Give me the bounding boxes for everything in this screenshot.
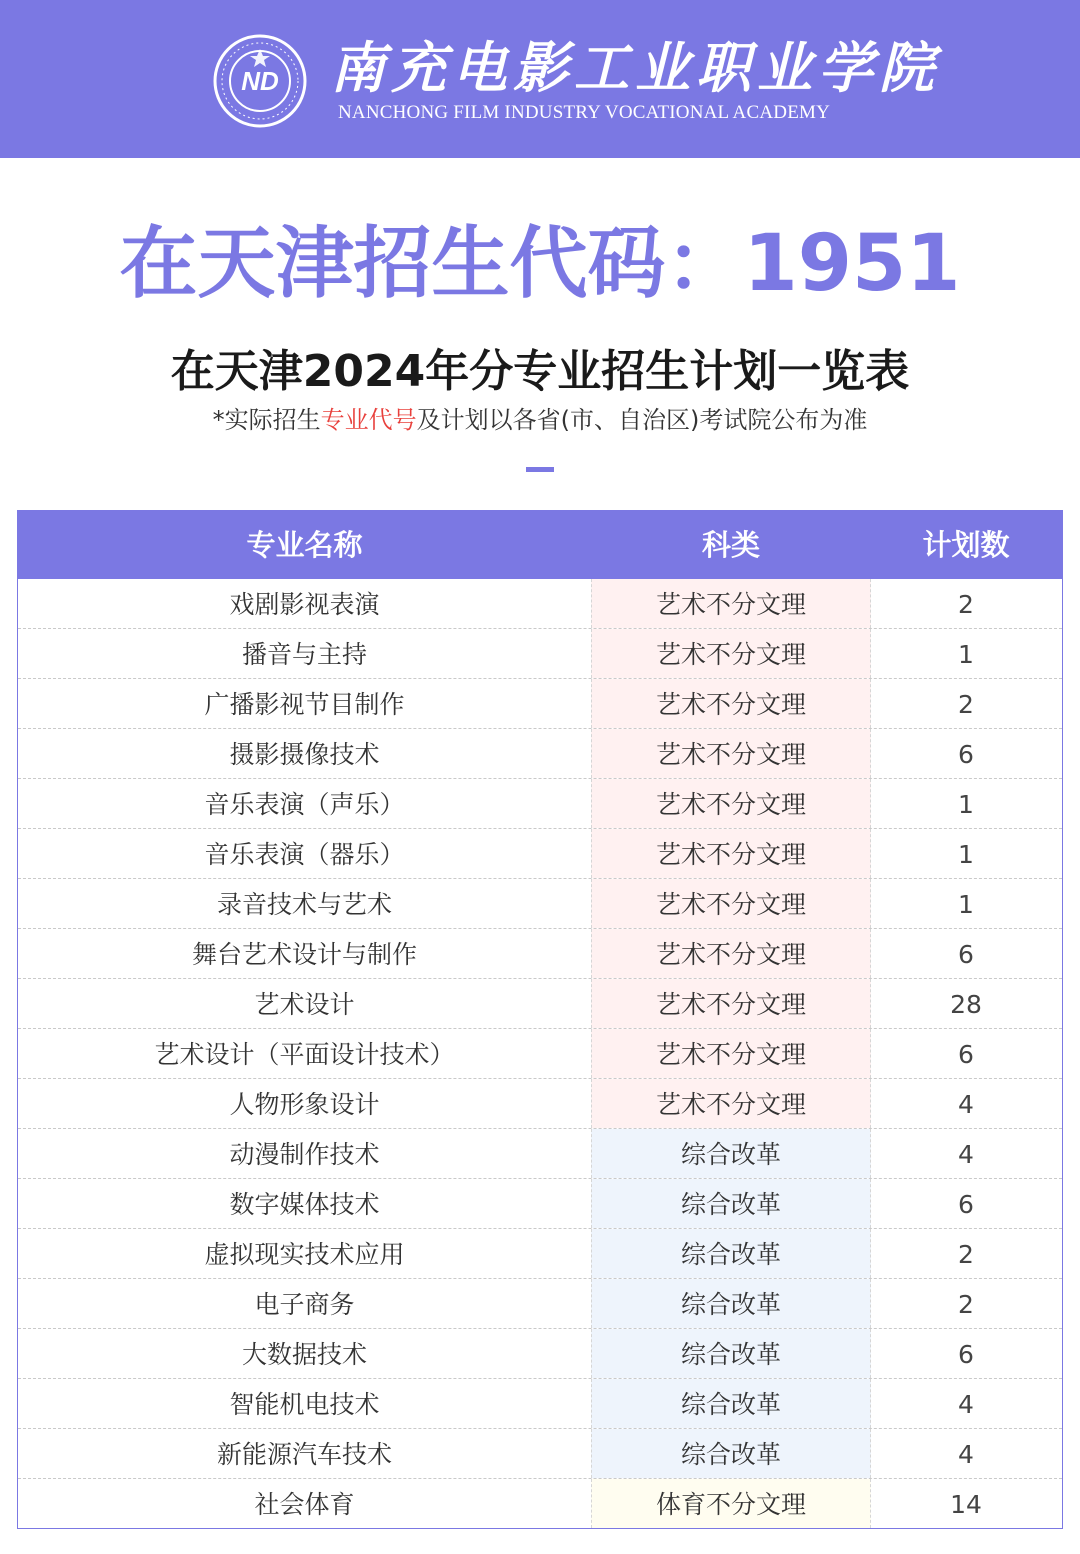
table-row (18, 1429, 1062, 1479)
plan-count-cell: 6 (958, 1340, 974, 1369)
plan-count-cell: 4 (958, 1140, 974, 1169)
table-row (18, 979, 1062, 1029)
plan-count-cell: 1 (958, 890, 974, 919)
category-cell: 综合改革 (591, 1429, 871, 1478)
major-name-cell: 戏剧影视表演 (229, 590, 380, 619)
category-cell: 艺术不分文理 (591, 729, 871, 778)
svg-text:ND: ND (241, 66, 279, 96)
category-cell: 艺术不分文理 (591, 1079, 871, 1128)
table-row (18, 829, 1062, 879)
table-row (18, 629, 1062, 679)
school-name-english: NANCHONG FILM INDUSTRY VOCATIONAL ACADEMY (338, 102, 831, 123)
major-name-cell: 舞台艺术设计与制作 (191, 940, 417, 969)
plan-count-cell: 6 (958, 740, 974, 769)
table-row (18, 1129, 1062, 1179)
major-name-cell: 虚拟现实技术应用 (204, 1240, 405, 1269)
plan-count-cell: 1 (958, 790, 974, 819)
table-row (18, 779, 1062, 829)
enrollment-plan-table (17, 510, 1063, 1529)
table-row (18, 679, 1062, 729)
category-cell: 综合改革 (591, 1179, 871, 1228)
header-banner (0, 0, 1080, 158)
major-name-cell: 艺术设计 (254, 990, 355, 1019)
table-row (18, 1479, 1062, 1529)
disclaimer-note (0, 402, 1080, 438)
plan-count-cell: 1 (958, 640, 974, 669)
category-cell: 综合改革 (591, 1129, 871, 1178)
major-name-cell: 音乐表演（声乐） (204, 790, 405, 819)
category-cell: 综合改革 (591, 1329, 871, 1378)
table-row (18, 1179, 1062, 1229)
plan-count-cell: 4 (958, 1090, 974, 1119)
table-header (18, 511, 1062, 579)
plan-count-cell: 28 (950, 990, 982, 1019)
plan-count-cell: 2 (958, 1290, 974, 1319)
note-highlight: 专业代号 (320, 406, 417, 434)
plan-count-cell: 4 (958, 1440, 974, 1469)
table-row (18, 729, 1062, 779)
admission-code-title: 在天津招生代码：1951 (119, 219, 961, 309)
plan-count-cell: 2 (958, 590, 974, 619)
plan-table-title: 在天津2024年分专业招生计划一览表 (170, 346, 910, 397)
major-name-cell: 录音技术与艺术 (216, 890, 392, 919)
note-prefix: *实际招生 (212, 406, 321, 434)
major-name-cell: 摄影摄像技术 (229, 740, 380, 769)
plan-count-cell: 2 (958, 1240, 974, 1269)
plan-count-cell: 6 (958, 1040, 974, 1069)
header-plan-count: 计划数 (922, 528, 1010, 562)
category-cell: 体育不分文理 (591, 1479, 871, 1528)
category-cell: 艺术不分文理 (591, 879, 871, 928)
major-name-cell: 动漫制作技术 (229, 1140, 380, 1169)
category-cell: 艺术不分文理 (591, 579, 871, 628)
major-name-cell: 广播影视节目制作 (204, 690, 405, 719)
school-name-chinese: 南充电影工业职业学院 (330, 35, 941, 100)
plan-count-cell: 14 (950, 1490, 982, 1519)
table-row (18, 1079, 1062, 1129)
major-name-cell: 播音与主持 (241, 640, 367, 669)
major-name-cell: 数字媒体技术 (229, 1190, 380, 1219)
note-suffix: 及计划以各省(市、自治区)考试院公布为准 (416, 406, 868, 434)
category-cell: 综合改革 (591, 1279, 871, 1328)
plan-count-cell: 2 (958, 690, 974, 719)
major-name-cell: 艺术设计（平面设计技术） (154, 1040, 455, 1069)
plan-count-cell: 4 (958, 1390, 974, 1419)
category-cell: 艺术不分文理 (591, 779, 871, 828)
table-row (18, 1229, 1062, 1279)
title-divider (526, 467, 554, 472)
header-category: 科类 (701, 528, 760, 562)
table-row (18, 1329, 1062, 1379)
major-name-cell: 新能源汽车技术 (216, 1440, 392, 1469)
major-name-cell: 音乐表演（器乐） (204, 840, 405, 869)
category-cell: 综合改革 (591, 1379, 871, 1428)
category-cell: 艺术不分文理 (591, 1029, 871, 1078)
table-row (18, 1379, 1062, 1429)
category-cell: 艺术不分文理 (591, 679, 871, 728)
major-name-cell: 电子商务 (254, 1290, 355, 1319)
category-cell: 综合改革 (591, 1229, 871, 1278)
major-name-cell: 人物形象设计 (229, 1090, 380, 1119)
category-cell: 艺术不分文理 (591, 929, 871, 978)
plan-count-cell: 6 (958, 1190, 974, 1219)
header-major-name: 专业名称 (246, 528, 363, 562)
category-cell: 艺术不分文理 (591, 979, 871, 1028)
major-name-cell: 大数据技术 (241, 1340, 367, 1369)
category-cell: 艺术不分文理 (591, 629, 871, 678)
major-name-cell: 智能机电技术 (229, 1390, 380, 1419)
table-row (18, 1029, 1062, 1079)
category-cell: 艺术不分文理 (591, 829, 871, 878)
plan-count-cell: 1 (958, 840, 974, 869)
table-body (18, 579, 1062, 1529)
school-seal-logo (212, 33, 308, 129)
table-row (18, 579, 1062, 629)
major-name-cell: 社会体育 (254, 1490, 355, 1519)
plan-count-cell: 6 (958, 940, 974, 969)
table-row (18, 929, 1062, 979)
table-row (18, 1279, 1062, 1329)
table-row (18, 879, 1062, 929)
